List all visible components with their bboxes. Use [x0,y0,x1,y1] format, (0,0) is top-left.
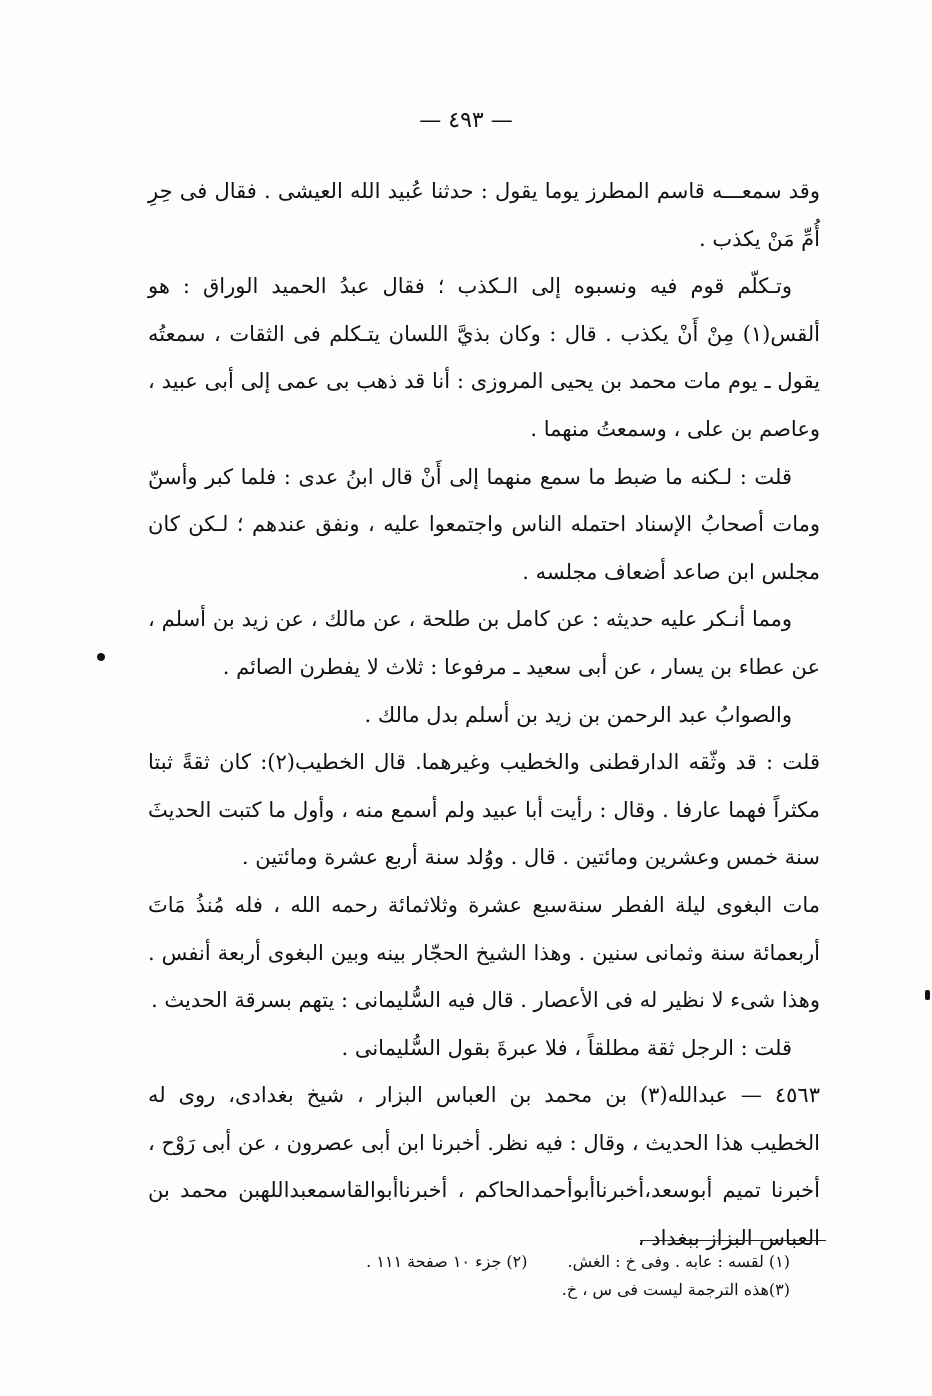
paragraph: قلت : قد وثّقه الدارقطنى والخطيب وغيرهما. قال الخطيب(٢): كان ثقةً ثبتا مكثراً فهما عارفا . وقال : رأيت أبا عبيد ولم أسمع منه ، وأول ما كتبت الحديثَ سنة خمس وعشرين ومائتين . قال . ووُلد سنة أربع عشرة ومائتين . [148,750,820,870]
paragraph: وقد سمعـــه قاسم المطرز يوما يقول : حدثنا عُبيد الله العيشى . فقال فى حِرِ أُمِّ مَنْ يكذب . [148,179,820,251]
paragraph: قلت : لـكنه ما ضبط ما سمع منهما إلى أَنْ قال ابنُ عدى : فلما كبر وأسنّ ومات أصحابُ الإسناد احتمله الناس واجتمعوا عليه ، ونفق عندهم ؛ لـكن كان مجلس ابن صاعد أضعاف مجلسه . [148,464,820,584]
footnote-row [260,1248,790,1276]
paragraph: مات البغوى ليلة الفطر سنةسبع عشرة وثلاثمائة رحمه الله ، فله مُنذُ مَاتَ أربعمائة سنة وثمانى سنين . وهذا الشيخ الحجّار بينه وبين البغوى أربعة أنفس . وهذا شىء لا نظير له فى الأعصار . قال فيه السُّليمانى : يتهم بسرقة الحديث . [148,892,820,1013]
footnote-3: (٣)هذه الترجمة ليست فى س ، خ. [561,1280,790,1299]
paragraph: قلت : الرجل ثقة مطلقاً ، فلا عبرةَ بقول السُّليمانى . [341,1035,792,1060]
footnote-1: (١) لقسه : عابه . وفى خ : الغش. [567,1252,790,1271]
footnote-row [260,1276,790,1304]
main-text [148,168,820,1263]
ink-speck [97,653,105,661]
entry-paragraph: ٤٥٦٣ — عبدالله(٣) بن محمد بن العباس البزار ، شيخ بغدادى، روى له الخطيب هذا الحديث ، وقال : فيه نظر. أخبرنا ابن أبى عصرون ، عن أبى رَوْح ، أخبرنا تميم أبوسعد،أخبرناأبوأحمدالحاكم ، أخبرناأبوالقاسمعبداللهبن محمد بن العباس البزاز ببغداد ، [148,1083,820,1251]
footnotes [260,1248,790,1304]
ink-speck [925,990,930,1000]
paragraph: والصوابُ عبد الرحمن بن زيد بن أسلم بدل مالك . [364,702,792,727]
footnote-2: (٢) جزء ١٠ صفحة ١١١ . [366,1252,528,1271]
paragraph: ومما أنـكر عليه حديثه : عن كامل بن طلحة ، عن مالك ، عن زيد بن أسلم ، عن عطاء بن يسار ، عن أبى سعيد ـ مرفوعا : ثلاث لا يفطرن الصائم . [148,607,820,679]
footnote-divider [640,1240,826,1241]
paragraph: وتـكلّم قوم فيه ونسبوه إلى الـكذب ؛ فقال عبدُ الحميد الوراق : هو ألقس(١) مِنْ أَنْ يكذب . قال : وكان بذيَّ اللسان يتـكلم فى الثقات ، سمعتُه يقول ـ يوم مات محمد بن يحيى المروزى : أنا قد ذهب بى عمى إلى أبى عبيد ، وعاصم بن على ، وسمعتُ منهما . [148,274,820,441]
page-number: — ٤٩٣ — [419,108,513,133]
